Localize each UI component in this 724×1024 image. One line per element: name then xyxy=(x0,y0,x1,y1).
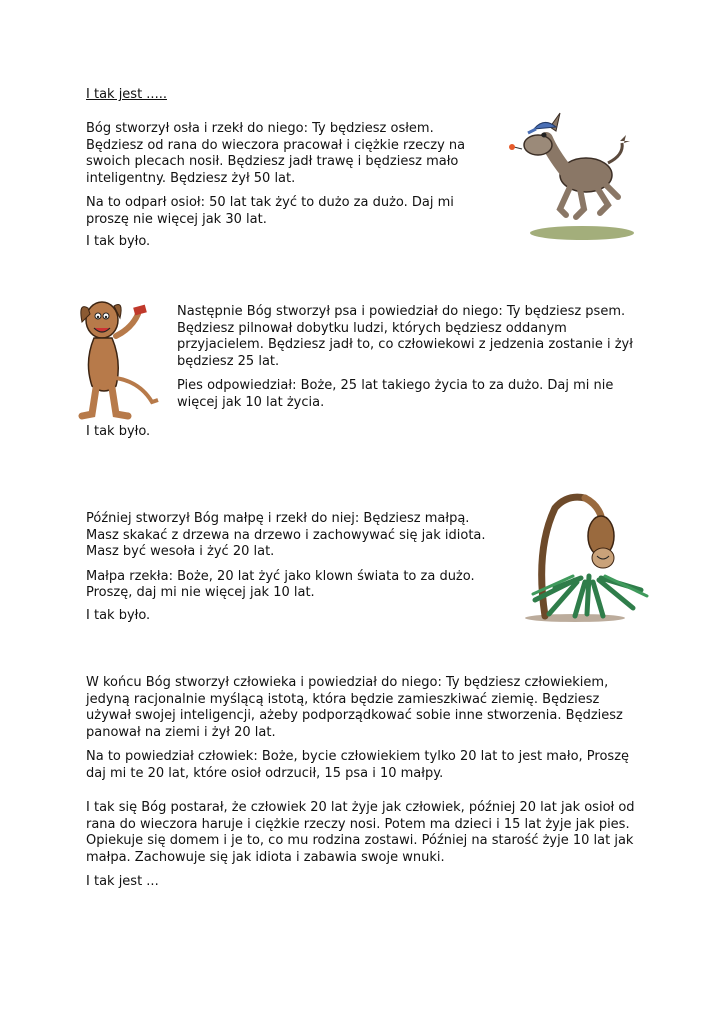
monkey-reply: Małpa rzekła: Boże, 20 lat żyć jako klown świata to za dużo. Proszę, daj mi nie więcej jak 10 lat. xyxy=(86,568,475,600)
dog-section xyxy=(177,304,647,411)
dog-illustration xyxy=(76,292,168,424)
donkey-section xyxy=(86,121,481,251)
human-reply: Na to powiedział człowiek: Boże, bycie człowiekiem tylko 20 lat to jest mało, Proszę daj mi te 20 lat, które osioł odrzucił, 15 psa i 10 małpy. xyxy=(86,749,630,781)
donkey-illustration xyxy=(500,105,640,245)
monkey-intro: Później stworzył Bóg małpę i rzekł do niej: Będziesz małpą. Masz skakać z drzewa na drzewo i zachowywać się jak idiota. Masz być wesoła i żyć 20 lat. xyxy=(86,511,486,559)
human-result: I tak się Bóg postarał, że człowiek 20 lat żyje jak człowiek, później 20 lat jak osioł od rana do wieczora haruje i ciężkie rzeczy nosi. Potem ma dzieci i 15 lat żyje jak pies. Opiekuje się domem i je to, co mu rodzina zostawi. Później na starość żyje 10 lat jak małpa. Zachowuje się jak idiota i zabawia swoje wnuki. xyxy=(86,800,635,865)
human-section xyxy=(86,675,646,891)
donkey-intro: Bóg stworzył osła i rzekł do niego: Ty będziesz osłem. Będziesz od rana do wieczora pracował i ciężkie rzeczy na swoich plecach nosił. Będziesz jadł trawę i będziesz mało inteligentny. Będziesz żył 50 lat. xyxy=(86,121,466,186)
human-intro: W końcu Bóg stworzył człowieka i powiedział do niego: Ty będziesz człowiekiem, jedyną racjonalnie myślącą istotą, która będzie zamieszkiwać ziemię. Będziesz używał swojej inteligencji, ażeby podporządkować sobie inne stworzenia. Będziesz panował na ziemi i żył 20 lat. xyxy=(86,675,623,740)
donkey-outro: I tak było. xyxy=(86,234,151,249)
donkey-reply: Na to odparł osioł: 50 lat tak żyć to dużo za dużo. Daj mi proszę nie więcej jak 30 lat. xyxy=(86,195,454,227)
dog-intro: Następnie Bóg stworzył psa i powiedział do niego: Ty będziesz psem. Będziesz pilnował dobytku ludzi, których będziesz oddanym przyjacielem. Będziesz jadł to, co człowiekowi z jedzenia zostanie i żył będziesz 25 lat. xyxy=(177,304,633,369)
dog-outro: I tak było. xyxy=(86,424,151,439)
page-title: I tak jest ..... xyxy=(86,87,167,102)
human-outro: I tak jest ... xyxy=(86,874,159,889)
monkey-section xyxy=(86,511,486,624)
dog-reply: Pies odpowiedział: Boże, 25 lat takiego życia to za dużo. Daj mi nie więcej jak 10 lat życia. xyxy=(177,378,614,410)
monkey-outro: I tak było. xyxy=(86,607,151,623)
monkey-illustration xyxy=(515,490,665,622)
